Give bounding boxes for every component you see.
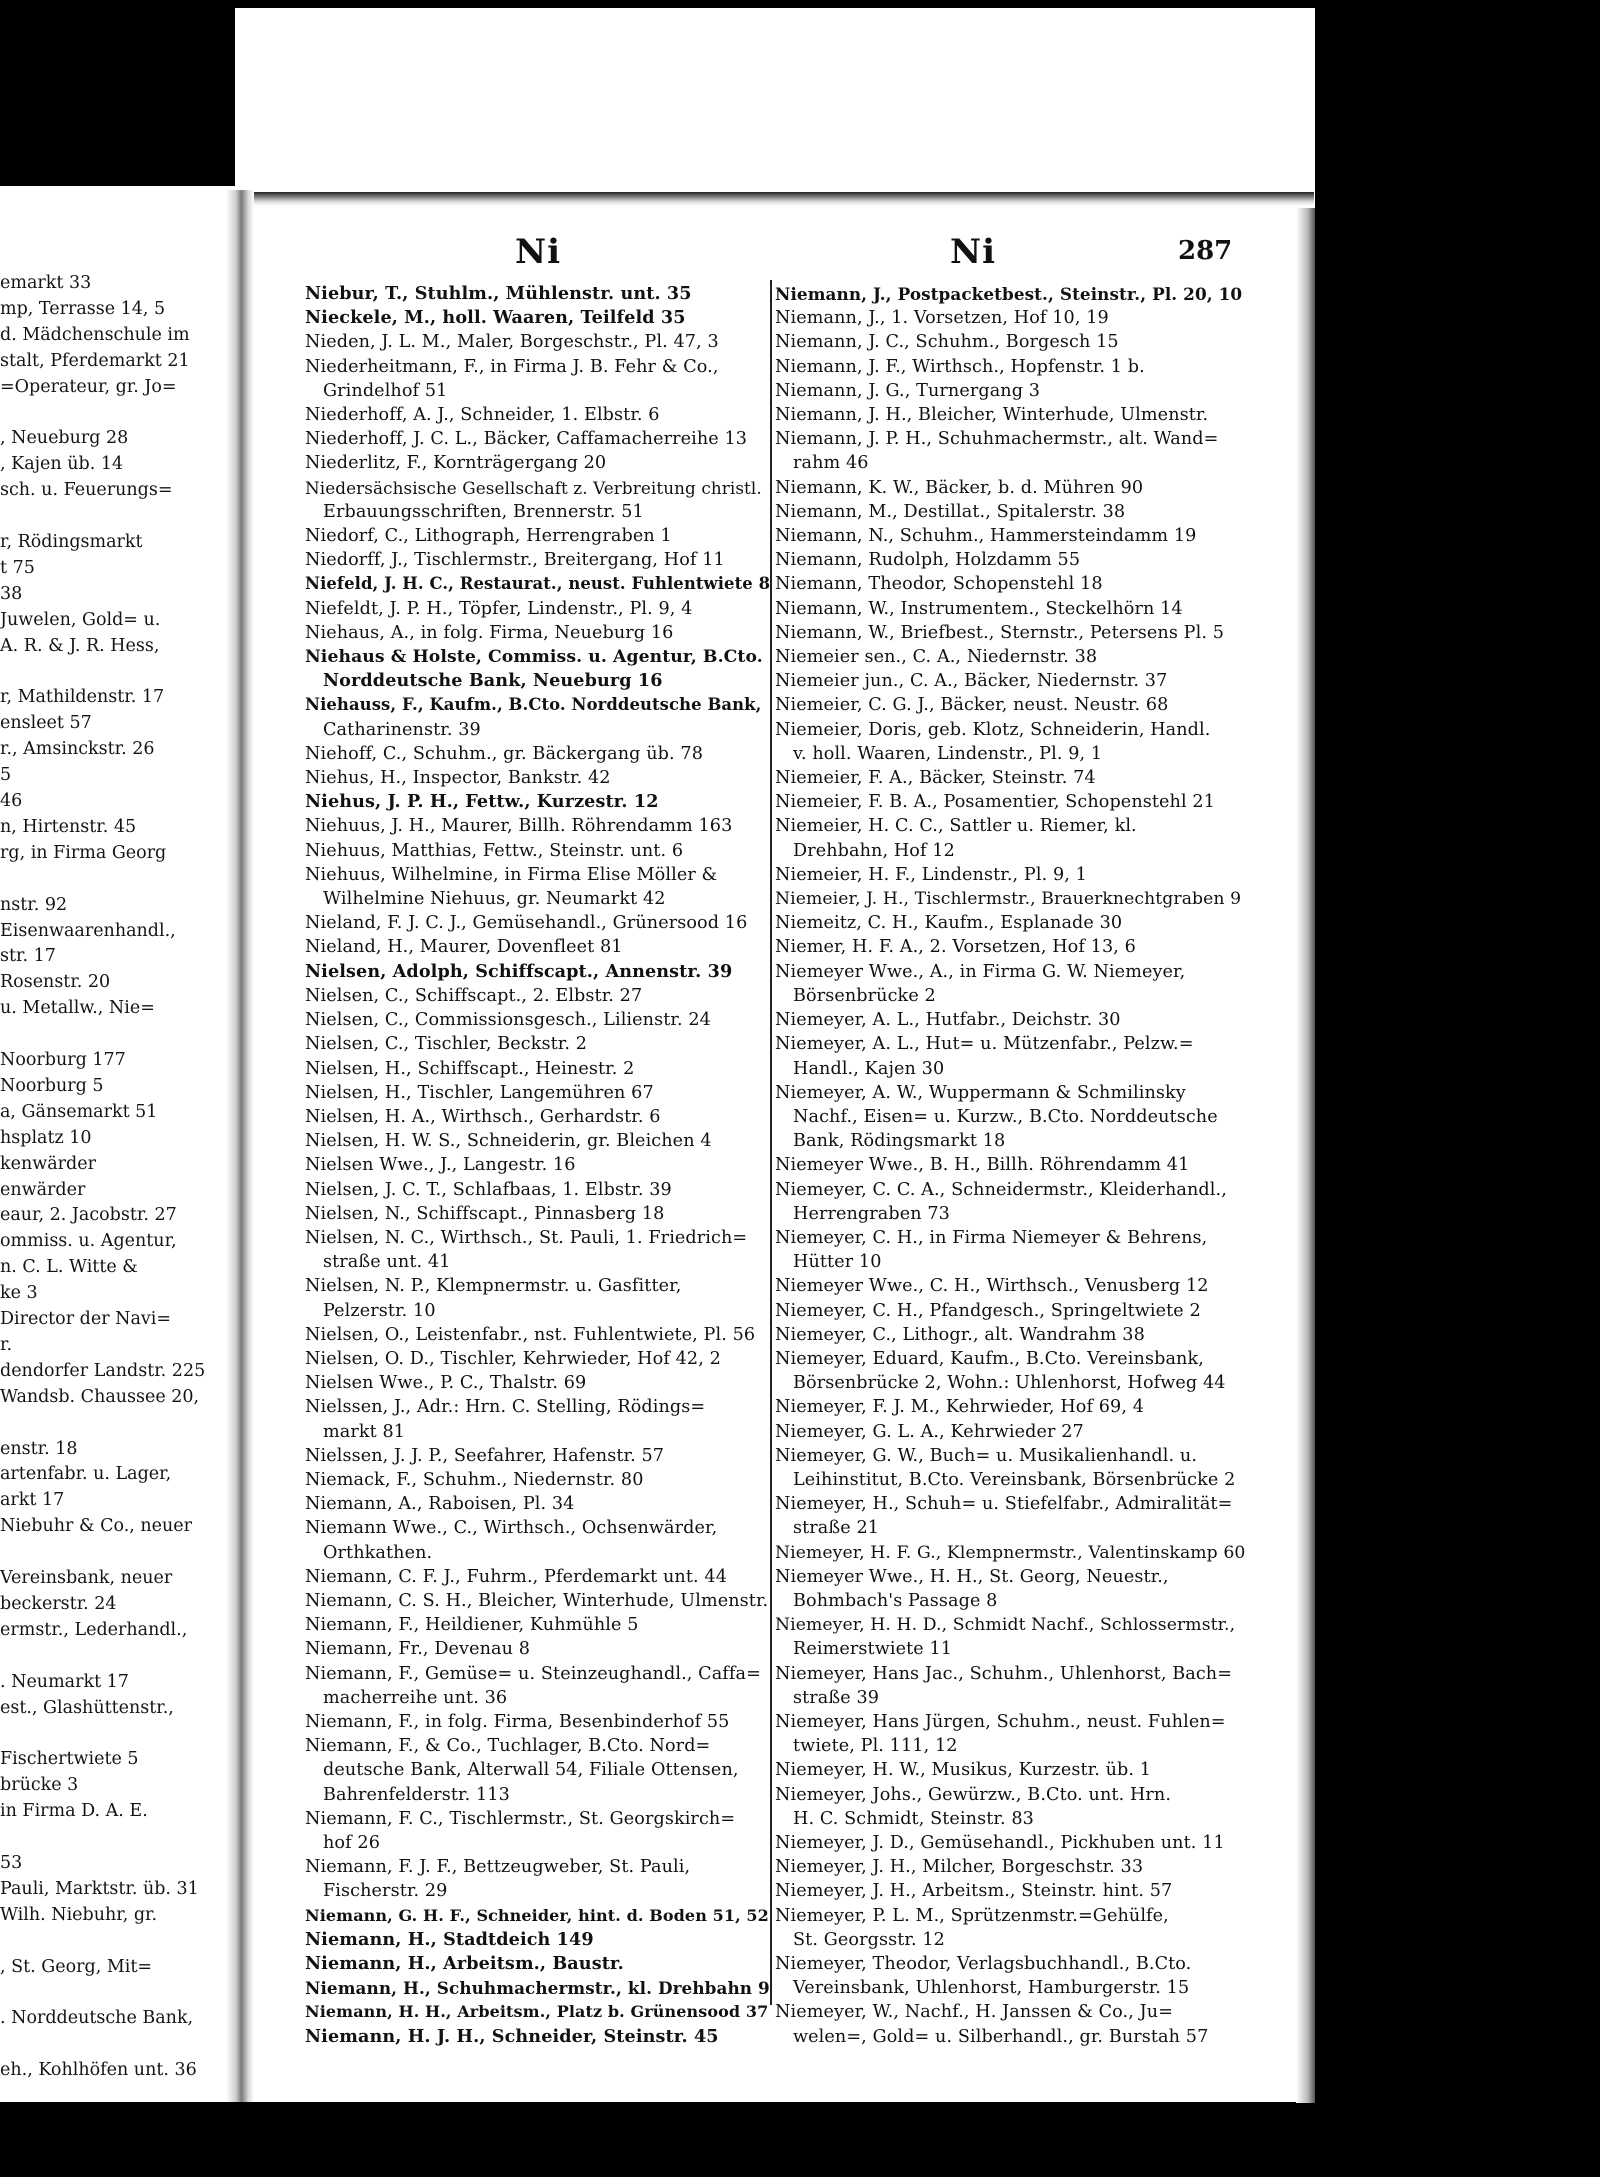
directory-entry: Niemeyer, W., Nachf., H. Janssen & Co., Ju= [775, 2002, 1174, 2023]
directory-entry: Niemeyer, Eduard, Kaufm., B.Cto. Vereinsbank, [775, 1348, 1204, 1369]
directory-entry: Niehuus, Matthias, Fettw., Steinstr. unt. 6 [305, 840, 684, 861]
left-page-line: Niebuhr & Co., neuer [0, 1516, 193, 1537]
directory-entry-continuation: Handl., Kajen 30 [793, 1058, 945, 1079]
running-head-right: Ni [950, 232, 996, 272]
left-page-line: . Norddeutsche Bank, [0, 2008, 194, 2029]
left-page-line: emarkt 33 [0, 273, 92, 293]
left-page-line: est., Glashüttenstr., [0, 1697, 174, 1718]
directory-entry-continuation: Vereinsbank, Uhlenhorst, Hamburgerstr. 15 [793, 1978, 1190, 1999]
left-page-line: rg, in Firma Georg [0, 842, 167, 863]
directory-entry: Niemann, J. G., Turnergang 3 [775, 380, 1041, 401]
directory-entry: Nielsen, J. C. T., Schlafbaas, 1. Elbstr. 39 [305, 1179, 672, 1200]
directory-entry: Niemeier, F. B. A., Posamentier, Schopenstehl 21 [775, 792, 1215, 813]
directory-entry: Niemeyer, Hans Jürgen, Schuhm., neust. Fuhlen= [775, 1711, 1226, 1732]
directory-entry: Niemann, J., Postpacketbest., Steinstr., Pl. 20, 10 [775, 284, 1243, 304]
directory-entry: Niemann, J. F., Wirthsch., Hopfenstr. 1 b. [775, 356, 1145, 377]
left-page-line: d. Mädchenschule im [0, 324, 190, 345]
directory-entry-continuation: straße 21 [793, 1518, 880, 1539]
directory-entry-continuation: v. holl. Waaren, Lindenstr., Pl. 9, 1 [793, 743, 1103, 764]
left-page-fragment [0, 270, 226, 2090]
directory-entry: Niehauss, F., Kaufm., B.Cto. Norddeutsche Bank, [305, 695, 762, 715]
directory-entry: Niemeyer, Hans Jac., Schuhm., Uhlenhorst, Bach= [775, 1663, 1233, 1684]
directory-entry-continuation: welen=, Gold= u. Silberhandl., gr. Burstah 57 [793, 2026, 1209, 2047]
directory-entry-continuation: Orthkathen. [323, 1542, 433, 1563]
directory-entry: Niemann, H., Arbeitsm., Baustr. [305, 1953, 624, 1975]
left-page-line: r. [0, 1334, 13, 1355]
directory-entry: Niehuus, Wilhelmine, in Firma Elise Möller & [305, 864, 718, 885]
directory-column-right [775, 282, 1245, 2049]
left-page-line: , Kajen üb. 14 [0, 454, 124, 475]
directory-entry-continuation: hof 26 [323, 1833, 381, 1853]
directory-entry-continuation: straße unt. 41 [323, 1252, 451, 1273]
directory-entry: Niemann, H. H., Arbeitsm., Platz b. Grünensood 37 [305, 2002, 769, 2022]
directory-entry: Nielsen, N., Schiffscapt., Pinnasberg 18 [305, 1203, 665, 1224]
directory-entry: Niemann Wwe., C., Wirthsch., Ochsenwärder, [305, 1518, 718, 1539]
directory-entry: Nielsen, C., Schiffscapt., 2. Elbstr. 27 [305, 985, 643, 1006]
directory-entry-continuation: Hütter 10 [793, 1252, 882, 1273]
directory-entry: Niemeyer, C. H., in Firma Niemeyer & Behrens, [775, 1227, 1208, 1248]
left-page-line: 46 [0, 791, 23, 811]
left-page-line: str. 17 [0, 946, 56, 967]
left-page-line: t 75 [0, 557, 35, 578]
directory-entry: Niemann, F., & Co., Tuchlager, B.Cto. Nord= [305, 1736, 711, 1757]
left-page-line: a, Gänsemarkt 51 [0, 1101, 158, 1122]
left-page-line: enstr. 18 [0, 1438, 78, 1459]
directory-entry: Niemeyer, H. F. G., Klempnermstr., Valentinskamp 60 [775, 1542, 1246, 1563]
book-gutter [226, 190, 254, 2102]
directory-entry: Niemeyer, C., Lithogr., alt. Wandrahm 38 [775, 1324, 1145, 1345]
directory-entry: Niemeyer, A. L., Hutfabr., Deichstr. 30 [775, 1010, 1121, 1031]
directory-entry: Niemann, G. H. F., Schneider, hint. d. Boden 51, 52 [305, 1905, 769, 1925]
directory-entry-continuation: Fischerstr. 29 [323, 1881, 448, 1902]
directory-entry-continuation: deutsche Bank, Alterwall 54, Filiale Ottensen, [323, 1760, 739, 1781]
left-page-line: beckerstr. 24 [0, 1593, 117, 1614]
left-page-line: arkt 17 [0, 1490, 65, 1511]
directory-entry-continuation: Herrengraben 73 [793, 1203, 950, 1224]
directory-entry-continuation: Catharinenstr. 39 [323, 719, 481, 740]
directory-entry: Niemeyer, J. H., Milcher, Borgeschstr. 33 [775, 1857, 1144, 1878]
left-page-line: n. C. L. Witte & [0, 1257, 138, 1278]
directory-entry: Niehus, H., Inspector, Bankstr. 42 [305, 768, 611, 789]
directory-entry: Niemeyer, J. H., Arbeitsm., Steinstr. hint. 57 [775, 1881, 1173, 1902]
directory-entry: Niehaus, A., in folg. Firma, Neueburg 16 [305, 622, 674, 643]
directory-entry: Nieland, F. J. C. J., Gemüsehandl., Grünersood 16 [305, 913, 748, 934]
left-page-line: Wandsb. Chaussee 20, [0, 1386, 200, 1407]
directory-entry: Niemann, A., Raboisen, Pl. 34 [305, 1494, 575, 1515]
directory-entry: Niebur, T., Stuhlm., Mühlenstr. unt. 35 [305, 283, 692, 304]
directory-entry: Niemeitz, C. H., Kaufm., Esplanade 30 [775, 913, 1123, 934]
left-page-line: u. Metallw., Nie= [0, 998, 155, 1019]
directory-entry: Niemann, H. J. H., Schneider, Steinstr. 45 [305, 2025, 719, 2047]
directory-entry: Niemeyer, J. D., Gemüsehandl., Pickhuben unt. 11 [775, 1833, 1225, 1853]
directory-entry: Niemeyer, G. W., Buch= u. Musikalienhandl. u. [775, 1445, 1198, 1466]
left-page-line: ermstr., Lederhandl., [0, 1619, 188, 1640]
directory-entry: Nielsen, N. C., Wirthsch., St. Pauli, 1. Friedrich= [305, 1227, 748, 1248]
directory-entry: Nielsen Wwe., J., Langestr. 16 [305, 1155, 576, 1176]
directory-entry-continuation: Reimerstwiete 11 [793, 1639, 953, 1660]
directory-entry-continuation: Leihinstitut, B.Cto. Vereinsbank, Börsenbrücke 2 [793, 1469, 1236, 1490]
directory-entry: Niemann, Rudolph, Holzdamm 55 [775, 550, 1081, 571]
directory-entry: Niemeyer Wwe., B. H., Billh. Röhrendamm 41 [775, 1155, 1190, 1176]
directory-entry-continuation: Grindelhof 51 [323, 380, 448, 401]
left-page-line: n, Hirtenstr. 45 [0, 816, 137, 837]
left-page-line: r, Rödingsmarkt [0, 532, 143, 552]
directory-entry: Niederheitmann, F., in Firma J. B. Fehr & Co., [305, 356, 719, 377]
left-page-line: Vereinsbank, neuer [0, 1568, 173, 1588]
left-page-line: 53 [0, 1852, 23, 1873]
directory-entry: Niemann, K. W., Bäcker, b. d. Mühren 90 [775, 477, 1144, 498]
directory-entry: Nielsen, H., Schiffscapt., Heinestr. 2 [305, 1058, 635, 1079]
directory-entry: Niemeyer, F. J. M., Kehrwieder, Hof 69, 4 [775, 1397, 1145, 1418]
page-edge-right [1296, 208, 1315, 2103]
directory-entry-continuation: Norddeutsche Bank, Neueburg 16 [323, 670, 663, 692]
left-page-line: Rosenstr. 20 [0, 972, 111, 993]
left-page-line: 38 [0, 583, 23, 604]
directory-entry-continuation: markt 81 [323, 1421, 406, 1442]
directory-entry-continuation: twiete, Pl. 111, 12 [793, 1736, 958, 1757]
directory-entry: Niefeld, J. H. C., Restaurat., neust. Fuhlentwiete 8 [305, 574, 771, 594]
left-page-line: ensleet 57 [0, 713, 92, 734]
directory-entry: Nielssen, J. J. P., Seefahrer, Hafenstr. 57 [305, 1445, 665, 1466]
left-page-line: r., Amsinckstr. 26 [0, 739, 155, 760]
directory-entry: Niemeier jun., C. A., Bäcker, Niedernstr. 37 [775, 671, 1168, 692]
directory-entry: Niemeyer Wwe., A., in Firma G. W. Niemeyer, [775, 961, 1186, 982]
directory-entry: Nielsen, C., Commissionsgesch., Lilienstr. 24 [305, 1010, 711, 1031]
left-page-line: . Neumarkt 17 [0, 1671, 129, 1692]
directory-entry: Niemeyer, H. W., Musikus, Kurzestr. üb. 1 [775, 1760, 1152, 1781]
directory-entry-continuation: Nachf., Eisen= u. Kurzw., B.Cto. Norddeutsche [793, 1106, 1218, 1127]
directory-entry-continuation: Börsenbrücke 2, Wohn.: Uhlenhorst, Hofweg 44 [793, 1373, 1226, 1394]
directory-entry: Nielsen, H., Tischler, Langemühren 67 [305, 1082, 654, 1103]
directory-entry-continuation: straße 39 [793, 1687, 880, 1708]
directory-entry: Niemann, C. S. H., Bleicher, Winterhude, Ulmenstr. [305, 1590, 769, 1611]
directory-entry: Niemann, M., Destillat., Spitalerstr. 38 [775, 501, 1126, 522]
left-page-line: sch. u. Feuerungs= [0, 480, 173, 501]
left-page-line: kenwärder [0, 1153, 96, 1174]
left-page-line: ommiss. u. Agentur, [0, 1231, 177, 1252]
directory-entry: Niemann, J. P. H., Schuhmachermstr., alt. Wand= [775, 429, 1219, 450]
left-page-line: in Firma D. A. E. [0, 1801, 148, 1822]
directory-entry: Niederhoff, J. C. L., Bäcker, Caffamacherreihe 13 [305, 429, 748, 450]
directory-entry-continuation: macherreihe unt. 36 [323, 1687, 508, 1708]
left-page-line: Director der Navi= [0, 1309, 172, 1329]
directory-entry: Niemann, F., Heildiener, Kuhmühle 5 [305, 1615, 639, 1636]
directory-entry: Niemeier sen., C. A., Niedernstr. 38 [775, 647, 1098, 668]
directory-entry: Niemeyer, H. H. D., Schmidt Nachf., Schlossermstr., [775, 1615, 1236, 1636]
directory-entry-continuation: rahm 46 [793, 453, 869, 474]
directory-entry: Niemann, J. C., Schuhm., Borgesch 15 [775, 332, 1119, 353]
left-page-line: , Neueburg 28 [0, 428, 129, 449]
scan-border-bottom [0, 2102, 1315, 2177]
directory-entry: Niemeier, Doris, geb. Klotz, Schneiderin, Handl. [775, 719, 1211, 740]
directory-entry: Niemann, Theodor, Schopenstehl 18 [775, 574, 1103, 595]
directory-entry: Niehaus & Holste, Commiss. u. Agentur, B.Cto. [305, 647, 763, 668]
left-page-line: Noorburg 177 [0, 1050, 126, 1070]
left-page-line: =Operateur, gr. Jo= [0, 376, 177, 397]
directory-entry: Nielsen, O., Leistenfabr., nst. Fuhlentwiete, Pl. 56 [305, 1324, 756, 1345]
directory-entry: Niemeier, J. H., Tischlermstr., Brauerknechtgraben 9 [775, 889, 1242, 910]
directory-entry-continuation: Börsenbrücke 2 [793, 985, 936, 1006]
left-page-line: Noorburg 5 [0, 1075, 104, 1096]
directory-entry: Nielssen, J., Adr.: Hrn. C. Stelling, Rödings= [305, 1397, 706, 1418]
directory-entry-continuation: Wilhelmine Niehuus, gr. Neumarkt 42 [323, 889, 666, 910]
directory-entry: Nielsen, H. W. S., Schneiderin, gr. Bleichen 4 [305, 1131, 712, 1152]
left-page-line: Wilh. Niebuhr, gr. [0, 1904, 158, 1925]
directory-entry: Nielsen, H. A., Wirthsch., Gerhardstr. 6 [305, 1106, 661, 1127]
directory-entry: Nielsen, O. D., Tischler, Kehrwieder, Hof 42, 2 [305, 1348, 721, 1369]
directory-entry: Niemann, F., in folg. Firma, Besenbinderhof 55 [305, 1711, 730, 1732]
directory-entry: Niemann, H., Schuhmachermstr., kl. Drehbahn 9 [305, 1978, 770, 1999]
left-page-line: Pauli, Marktstr. üb. 31 [0, 1878, 199, 1899]
left-page-line: r, Mathildenstr. 17 [0, 687, 165, 708]
directory-entry: Niemeier, F. A., Bäcker, Steinstr. 74 [775, 768, 1096, 789]
directory-entry-continuation: St. Georgsstr. 12 [793, 1929, 945, 1950]
page-edge-top [254, 192, 1314, 206]
directory-entry: Niefeldt, J. P. H., Töpfer, Lindenstr., Pl. 9, 4 [305, 598, 693, 619]
directory-entry: Niemeyer, Johs., Gewürzw., B.Cto. unt. Hrn. [775, 1784, 1172, 1805]
scan-border-right [1315, 0, 1600, 2177]
directory-entry-continuation: Pelzerstr. 10 [323, 1300, 436, 1321]
directory-entry: Niedorf, C., Lithograph, Herrengraben 1 [305, 526, 672, 547]
directory-entry: Niedorff, J., Tischlermstr., Breitergang, Hof 11 [305, 550, 725, 571]
scan-border-top-left [0, 0, 235, 186]
directory-entry: Niemann, C. F. J., Fuhrm., Pferdemarkt unt. 44 [305, 1566, 727, 1587]
directory-entry: Niemeyer, C. H., Pfandgesch., Springeltwiete 2 [775, 1300, 1201, 1321]
directory-entry: Niehuus, J. H., Maurer, Billh. Röhrendamm 163 [305, 816, 733, 837]
directory-column-left [305, 282, 771, 2049]
directory-entry: Niemeyer, C. C. A., Schneidermstr., Kleiderhandl., [775, 1179, 1227, 1200]
directory-entry-continuation: Bahrenfelderstr. 113 [323, 1784, 510, 1805]
directory-entry: Niemann, J. H., Bleicher, Winterhude, Ulmenstr. [775, 405, 1209, 426]
directory-entry-continuation: Drehbahn, Hof 12 [793, 840, 955, 861]
directory-entry: Niemann, H., Stadtdeich 149 [305, 1928, 594, 1950]
directory-entry: Niemann, N., Schuhm., Hammersteindamm 19 [775, 526, 1197, 547]
directory-entry: Nieland, H., Maurer, Dovenfleet 81 [305, 937, 623, 958]
directory-entry: Niemeyer, Theodor, Verlagsbuchhandl., B.Cto. [775, 1954, 1192, 1975]
directory-entry-continuation: Bank, Rödingsmarkt 18 [793, 1131, 1006, 1152]
left-page-line: stalt, Pferdemarkt 21 [0, 350, 190, 371]
scan-border-top [235, 0, 1315, 8]
directory-entry: Nieden, J. L. M., Maler, Borgeschstr., Pl. 47, 3 [305, 332, 719, 353]
left-page-line: hsplatz 10 [0, 1127, 92, 1148]
directory-entry: Niemeyer, H., Schuh= u. Stiefelfabr., Admiralität= [775, 1494, 1233, 1515]
directory-entry: Nielsen Wwe., P. C., Thalstr. 69 [305, 1373, 587, 1394]
directory-entry: Niemack, F., Schuhm., Niedernstr. 80 [305, 1469, 644, 1490]
running-head-left: Ni [515, 232, 561, 272]
directory-entry: Niehus, J. P. H., Fettw., Kurzestr. 12 [305, 791, 659, 813]
left-page-line: eaur, 2. Jacobstr. 27 [0, 1205, 177, 1226]
left-page-line: nstr. 92 [0, 894, 68, 915]
directory-entry: Nielsen, N. P., Klempnermstr. u. Gasfitter, [305, 1276, 682, 1297]
left-page-line: Fischertwiete 5 [0, 1749, 139, 1770]
directory-entry: Niederhoff, A. J., Schneider, 1. Elbstr. 6 [305, 405, 660, 426]
directory-entry: Niemann, W., Briefbest., Sternstr., Petersens Pl. 5 [775, 622, 1224, 643]
left-page-line: Eisenwaarenhandl., [0, 920, 176, 941]
left-page-line: mp, Terrasse 14, 5 [0, 298, 166, 319]
directory-entry: Niemeyer, A. W., Wuppermann & Schmilinsky [775, 1082, 1186, 1103]
directory-entry: Niemeyer, P. L. M., Sprützenmstr.=Gehülfe, [775, 1905, 1169, 1926]
directory-entry: Niemeyer, A. L., Hut= u. Mützenfabr., Pelzw.= [775, 1034, 1194, 1055]
directory-entry: Niemeier, H. C. C., Sattler u. Riemer, kl. [775, 816, 1137, 837]
directory-entry: Niemeyer Wwe., H. H., St. Georg, Neuestr., [775, 1566, 1169, 1587]
left-page-line: A. R. & J. R. Hess, [0, 635, 160, 656]
directory-entry: Nielsen, C., Tischler, Beckstr. 2 [305, 1034, 588, 1055]
directory-entry: Niedersächsische Gesellschaft z. Verbreitung christl. [305, 477, 762, 498]
page-number: 287 [1178, 236, 1233, 266]
left-page-line: , St. Georg, Mit= [0, 1956, 153, 1977]
directory-entry: Nieckele, M., holl. Waaren, Teilfeld 35 [305, 307, 686, 329]
left-page-line: eh., Kohlhöfen unt. 36 [0, 2060, 197, 2081]
directory-entry: Niemeyer, G. L. A., Kehrwieder 27 [775, 1421, 1084, 1442]
directory-entry-continuation: Bohmbach's Passage 8 [793, 1590, 998, 1611]
directory-entry: Niemeyer Wwe., C. H., Wirthsch., Venusberg 12 [775, 1276, 1209, 1297]
directory-entry: Niemer, H. F. A., 2. Vorsetzen, Hof 13, 6 [775, 937, 1136, 958]
directory-entry: Niemann, F. J. F., Bettzeugweber, St. Pauli, [305, 1857, 691, 1878]
directory-entry: Nielsen, Adolph, Schiffscapt., Annenstr. 39 [305, 960, 733, 982]
directory-entry: Niemann, F., Gemüse= u. Steinzeughandl., Caffa= [305, 1663, 761, 1684]
directory-entry-continuation: Erbauungsschriften, Brennerstr. 51 [323, 501, 644, 522]
directory-entry: Niemann, W., Instrumentem., Steckelhörn 14 [775, 598, 1183, 619]
left-page-line: enwärder [0, 1179, 86, 1200]
left-page-line: brücke 3 [0, 1775, 79, 1796]
directory-entry: Niemeier, C. G. J., Bäcker, neust. Neustr. 68 [775, 695, 1169, 716]
directory-entry: Niemann, F. C., Tischlermstr., St. Georgskirch= [305, 1808, 736, 1829]
left-page-line: 5 [0, 765, 12, 786]
left-page-line: ke 3 [0, 1283, 38, 1304]
directory-entry-continuation: H. C. Schmidt, Steinstr. 83 [793, 1808, 1034, 1829]
left-page-line: dendorfer Landstr. 225 [0, 1360, 206, 1381]
directory-entry: Niemann, J., 1. Vorsetzen, Hof 10, 19 [775, 308, 1109, 329]
directory-entry: Niederlitz, F., Kornträgergang 20 [305, 453, 607, 474]
left-page-line: artenfabr. u. Lager, [0, 1464, 172, 1485]
directory-entry: Niemann, Fr., Devenau 8 [305, 1639, 531, 1660]
directory-entry: Niehoff, C., Schuhm., gr. Bäckergang üb. 78 [305, 743, 703, 764]
directory-entry: Niemeier, H. F., Lindenstr., Pl. 9, 1 [775, 864, 1087, 885]
left-page-line: Juwelen, Gold= u. [0, 609, 161, 630]
